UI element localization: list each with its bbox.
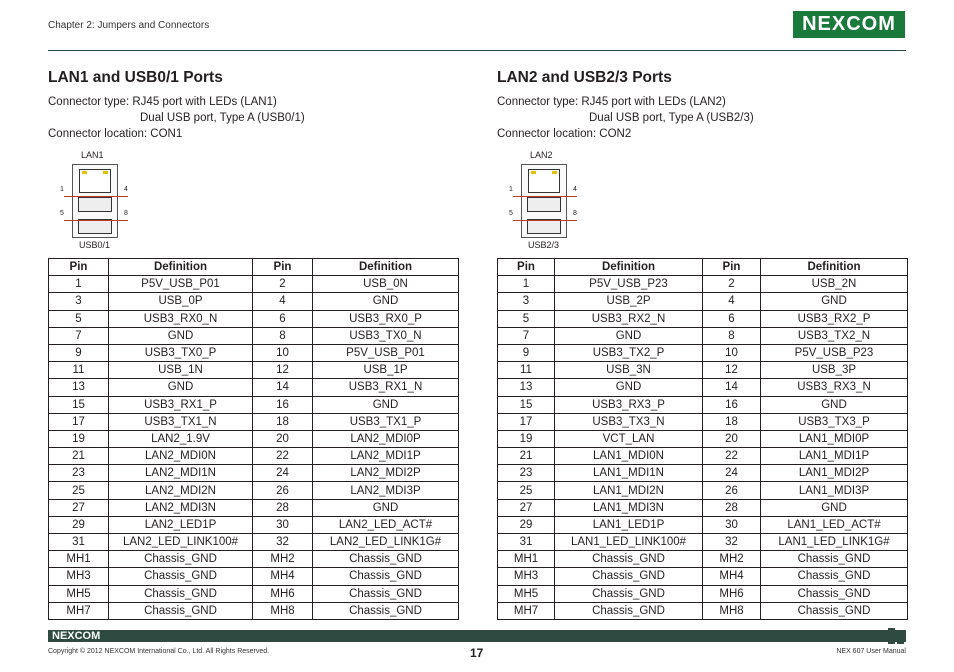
table-row (49, 362, 459, 379)
pin-cell: 6 (703, 310, 761, 327)
pin-cell: 11 (49, 362, 109, 379)
definition-cell: USB_3N (555, 362, 703, 379)
usb-port-icon (78, 219, 112, 234)
table-row (498, 585, 908, 602)
pin-cell: 31 (49, 534, 109, 551)
definition-cell: Chassis_GND (555, 602, 703, 619)
pin-cell: 25 (498, 482, 555, 499)
definition-cell: USB_1P (313, 362, 459, 379)
pin-cell: 21 (498, 448, 555, 465)
pin-cell: 5 (498, 310, 555, 327)
table-row (498, 327, 908, 344)
pin-cell: 5 (49, 310, 109, 327)
pin-marker-line (64, 196, 128, 197)
definition-cell: USB_0P (109, 293, 253, 310)
pin-cell: 9 (498, 344, 555, 361)
definition-cell: USB3_RX0_P (313, 310, 459, 327)
table-row (49, 276, 459, 293)
definition-cell: LAN2_MDI3N (109, 499, 253, 516)
pin-cell: 1 (49, 276, 109, 293)
connector-body (72, 164, 118, 238)
definition-cell: Chassis_GND (313, 551, 459, 568)
definition-cell: GND (555, 327, 703, 344)
pin-cell: MH7 (49, 602, 109, 619)
definition-cell: USB3_TX3_P (761, 413, 908, 430)
table-row (498, 499, 908, 516)
definition-cell: USB3_TX1_N (109, 413, 253, 430)
pin-cell: 10 (253, 344, 313, 361)
pin-cell: 20 (703, 430, 761, 447)
pin-cell: MH3 (498, 568, 555, 585)
page-number: 17 (470, 646, 484, 660)
definition-cell: LAN1_MDI3N (555, 499, 703, 516)
pin-cell: 18 (253, 413, 313, 430)
usb-port-icon (527, 197, 561, 212)
pin-label: 8 (573, 210, 577, 217)
pin-cell: 16 (253, 396, 313, 413)
pin-cell: 11 (498, 362, 555, 379)
definition-cell: P5V_USB_P23 (555, 276, 703, 293)
pin-cell: MH4 (703, 568, 761, 585)
pin-cell: 24 (703, 465, 761, 482)
definition-cell: GND (313, 293, 459, 310)
definition-cell: VCT_LAN (555, 430, 703, 447)
pin-cell: 13 (49, 379, 109, 396)
column-header: Definition (313, 259, 459, 276)
led-icon (552, 171, 557, 174)
table-row (498, 310, 908, 327)
definition-cell: LAN2_LED_LINK1G# (313, 534, 459, 551)
table-row (498, 448, 908, 465)
footer-bar (48, 630, 906, 642)
pin-cell: 1 (498, 276, 555, 293)
definition-cell: LAN2_LED_ACT# (313, 516, 459, 533)
table-row (49, 516, 459, 533)
definition-cell: USB3_RX0_N (109, 310, 253, 327)
table-row (498, 482, 908, 499)
definition-cell: Chassis_GND (313, 568, 459, 585)
definition-cell: USB3_TX0_P (109, 344, 253, 361)
section-title: LAN1 and USB0/1 Ports (48, 69, 223, 86)
pin-label: 1 (60, 186, 64, 193)
pin-cell: 27 (498, 499, 555, 516)
pin-cell: 28 (703, 499, 761, 516)
definition-cell: GND (761, 293, 908, 310)
definition-cell: Chassis_GND (555, 585, 703, 602)
definition-cell: USB3_TX3_N (555, 413, 703, 430)
definition-cell: GND (109, 327, 253, 344)
definition-cell: Chassis_GND (109, 551, 253, 568)
pin-cell: 21 (49, 448, 109, 465)
definition-cell: GND (313, 499, 459, 516)
column-header: Pin (703, 259, 761, 276)
pin-cell: 29 (498, 516, 555, 533)
table-row (498, 551, 908, 568)
pin-cell: 26 (253, 482, 313, 499)
definition-cell: USB3_RX3_N (761, 379, 908, 396)
table-row (498, 276, 908, 293)
definition-cell: P5V_USB_P01 (109, 276, 253, 293)
definition-cell: Chassis_GND (761, 585, 908, 602)
pin-table-left (48, 258, 459, 620)
pin-cell: 16 (703, 396, 761, 413)
pin-cell: 2 (253, 276, 313, 293)
table-row (498, 413, 908, 430)
pin-cell: 23 (49, 465, 109, 482)
definition-cell: Chassis_GND (555, 551, 703, 568)
definition-cell: Chassis_GND (109, 568, 253, 585)
table-row (49, 534, 459, 551)
definition-cell: Chassis_GND (109, 602, 253, 619)
pin-cell: 12 (703, 362, 761, 379)
pin-cell: 7 (49, 327, 109, 344)
definition-cell: LAN2_MDI1N (109, 465, 253, 482)
pin-marker-line (513, 220, 577, 221)
pin-cell: MH2 (253, 551, 313, 568)
pin-cell: 2 (703, 276, 761, 293)
definition-cell: LAN2_MDI2P (313, 465, 459, 482)
pin-cell: 3 (49, 293, 109, 310)
pin-cell: MH3 (49, 568, 109, 585)
definition-cell: LAN1_MDI2N (555, 482, 703, 499)
table-row (498, 293, 908, 310)
pin-cell: MH5 (49, 585, 109, 602)
connector-body (521, 164, 567, 238)
definition-cell: USB3_RX1_P (109, 396, 253, 413)
table-row (49, 551, 459, 568)
pin-cell: MH4 (253, 568, 313, 585)
pin-cell: 12 (253, 362, 313, 379)
definition-cell: USB3_RX1_N (313, 379, 459, 396)
definition-cell: GND (313, 396, 459, 413)
pin-cell: 24 (253, 465, 313, 482)
definition-cell: USB3_TX2_N (761, 327, 908, 344)
column-header: Definition (761, 259, 908, 276)
definition-cell: USB_2N (761, 276, 908, 293)
led-icon (531, 171, 536, 174)
definition-cell: LAN2_MDI3P (313, 482, 459, 499)
definition-cell: Chassis_GND (761, 602, 908, 619)
definition-cell: LAN1_MDI0P (761, 430, 908, 447)
table-row (498, 396, 908, 413)
pin-cell: 28 (253, 499, 313, 516)
definition-cell: LAN1_LED_LINK1G# (761, 534, 908, 551)
pin-cell: 31 (498, 534, 555, 551)
definition-cell: LAN2_MDI0N (109, 448, 253, 465)
pin-cell: 17 (498, 413, 555, 430)
pin-cell: 7 (498, 327, 555, 344)
pin-label: 8 (124, 210, 128, 217)
pin-cell: 14 (253, 379, 313, 396)
definition-cell: GND (109, 379, 253, 396)
led-icon (82, 171, 87, 174)
table-row (49, 396, 459, 413)
pin-cell: 23 (498, 465, 555, 482)
pin-cell: MH1 (49, 551, 109, 568)
pin-cell: 29 (49, 516, 109, 533)
pin-label: 1 (509, 186, 513, 193)
definition-cell: LAN1_MDI0N (555, 448, 703, 465)
definition-cell: LAN2_LED_LINK100# (109, 534, 253, 551)
table-row (498, 568, 908, 585)
pin-cell: 8 (703, 327, 761, 344)
usb-label: USB2/3 (528, 240, 560, 250)
pin-cell: 6 (253, 310, 313, 327)
definition-cell: USB_0N (313, 276, 459, 293)
pin-cell: 14 (703, 379, 761, 396)
definition-cell: P5V_USB_P01 (313, 344, 459, 361)
connector-diagram (497, 146, 907, 256)
usb-port-icon (78, 197, 112, 212)
table-row (49, 448, 459, 465)
pin-cell: MH8 (703, 602, 761, 619)
pin-cell: 19 (49, 430, 109, 447)
pin-cell: 4 (253, 293, 313, 310)
definition-cell: USB3_TX1_P (313, 413, 459, 430)
pin-cell: 19 (498, 430, 555, 447)
pin-cell: 10 (703, 344, 761, 361)
header-rule (48, 50, 906, 51)
column-header: Definition (109, 259, 253, 276)
pin-cell: 13 (498, 379, 555, 396)
definition-cell: LAN2_MDI0P (313, 430, 459, 447)
pin-cell: 26 (703, 482, 761, 499)
connector-location: Connector location: CON2 (497, 128, 632, 140)
pin-cell: 15 (49, 396, 109, 413)
pin-cell: 22 (703, 448, 761, 465)
definition-cell: LAN1_MDI1N (555, 465, 703, 482)
definition-cell: Chassis_GND (313, 602, 459, 619)
table-row (49, 568, 459, 585)
pin-marker-line (64, 220, 128, 221)
usb-label: USB0/1 (79, 240, 111, 250)
table-row (498, 602, 908, 619)
table-row (49, 585, 459, 602)
pin-table-right (497, 258, 908, 620)
manual-name: NEX 607 User Manual (836, 648, 906, 655)
lan-label: LAN2 (530, 150, 553, 160)
definition-cell: USB3_RX2_P (761, 310, 908, 327)
pin-cell: 22 (253, 448, 313, 465)
pin-cell: 18 (703, 413, 761, 430)
table-row (498, 465, 908, 482)
pin-label: 4 (573, 186, 577, 193)
pin-cell: 32 (253, 534, 313, 551)
pin-cell: 8 (253, 327, 313, 344)
corner-squares-icon (888, 628, 906, 646)
definition-cell: LAN2_MDI1P (313, 448, 459, 465)
rj45-port-icon (528, 169, 560, 193)
definition-cell: P5V_USB_P23 (761, 344, 908, 361)
pin-cell: MH2 (703, 551, 761, 568)
pin-label: 5 (509, 210, 513, 217)
pin-label: 5 (60, 210, 64, 217)
definition-cell: LAN2_LED1P (109, 516, 253, 533)
definition-cell: Chassis_GND (761, 551, 908, 568)
section-title: LAN2 and USB2/3 Ports (497, 69, 672, 86)
connector-type-usb: Dual USB port, Type A (USB2/3) (589, 112, 754, 124)
connector-type: Connector type: RJ45 port with LEDs (LAN2) (497, 96, 726, 108)
table-row (498, 344, 908, 361)
pin-cell: MH6 (703, 585, 761, 602)
pin-cell: MH1 (498, 551, 555, 568)
table-row (49, 499, 459, 516)
definition-cell: USB3_RX3_P (555, 396, 703, 413)
table-row (49, 430, 459, 447)
copyright: Copyright © 2012 NEXCOM International Co., Ltd. All Rights Reserved. (48, 648, 270, 655)
table-header-row (49, 259, 459, 276)
definition-cell: USB3_TX2_P (555, 344, 703, 361)
connector-diagram (48, 146, 458, 256)
table-row (49, 327, 459, 344)
chapter-title: Chapter 2: Jumpers and Connectors (48, 20, 210, 31)
column-header: Pin (253, 259, 313, 276)
table-row (49, 465, 459, 482)
definition-cell: LAN1_MDI1P (761, 448, 908, 465)
lan-label: LAN1 (81, 150, 104, 160)
pin-cell: 27 (49, 499, 109, 516)
definition-cell: Chassis_GND (109, 585, 253, 602)
definition-cell: LAN2_1.9V (109, 430, 253, 447)
pin-cell: MH5 (498, 585, 555, 602)
definition-cell: Chassis_GND (555, 568, 703, 585)
logo-text: NEXCOM (802, 13, 896, 35)
definition-cell: GND (761, 499, 908, 516)
table-row (49, 310, 459, 327)
pin-cell: 30 (253, 516, 313, 533)
nexcom-logo (793, 11, 905, 38)
rj45-port-icon (79, 169, 111, 193)
pin-cell: 15 (498, 396, 555, 413)
table-row (498, 516, 908, 533)
definition-cell: LAN1_MDI2P (761, 465, 908, 482)
table-row (49, 344, 459, 361)
definition-cell: LAN1_LED_ACT# (761, 516, 908, 533)
definition-cell: USB3_RX2_N (555, 310, 703, 327)
pin-cell: 20 (253, 430, 313, 447)
pin-label: 4 (124, 186, 128, 193)
definition-cell: LAN1_MDI3P (761, 482, 908, 499)
table-row (49, 482, 459, 499)
column-header: Definition (555, 259, 703, 276)
definition-cell: USB_3P (761, 362, 908, 379)
table-row (498, 534, 908, 551)
pin-cell: 9 (49, 344, 109, 361)
definition-cell: USB_2P (555, 293, 703, 310)
definition-cell: Chassis_GND (313, 585, 459, 602)
pin-cell: MH8 (253, 602, 313, 619)
definition-cell: USB_1N (109, 362, 253, 379)
usb-port-icon (527, 219, 561, 234)
section-lan1-usb01 (48, 68, 458, 256)
table-row (49, 293, 459, 310)
table-header-row (498, 259, 908, 276)
connector-type-usb: Dual USB port, Type A (USB0/1) (140, 112, 305, 124)
table-row (49, 413, 459, 430)
definition-cell: GND (761, 396, 908, 413)
section-lan2-usb23 (497, 68, 907, 256)
pin-cell: 25 (49, 482, 109, 499)
table-row (49, 602, 459, 619)
definition-cell: LAN1_LED1P (555, 516, 703, 533)
connector-type: Connector type: RJ45 port with LEDs (LAN1) (48, 96, 277, 108)
pin-cell: 17 (49, 413, 109, 430)
pin-cell: 32 (703, 534, 761, 551)
led-icon (103, 171, 108, 174)
table-row (498, 430, 908, 447)
table-row (498, 362, 908, 379)
connector-location: Connector location: CON1 (48, 128, 183, 140)
definition-cell: LAN2_MDI2N (109, 482, 253, 499)
table-row (498, 379, 908, 396)
pin-cell: MH6 (253, 585, 313, 602)
definition-cell: GND (555, 379, 703, 396)
definition-cell: USB3_TX0_N (313, 327, 459, 344)
pin-marker-line (513, 196, 577, 197)
pin-cell: 3 (498, 293, 555, 310)
pin-cell: MH7 (498, 602, 555, 619)
column-header: Pin (49, 259, 109, 276)
footer-logo: NEXCOM (52, 630, 101, 642)
pin-cell: 30 (703, 516, 761, 533)
column-header: Pin (498, 259, 555, 276)
definition-cell: LAN1_LED_LINK100# (555, 534, 703, 551)
pin-cell: 4 (703, 293, 761, 310)
table-row (49, 379, 459, 396)
definition-cell: Chassis_GND (761, 568, 908, 585)
